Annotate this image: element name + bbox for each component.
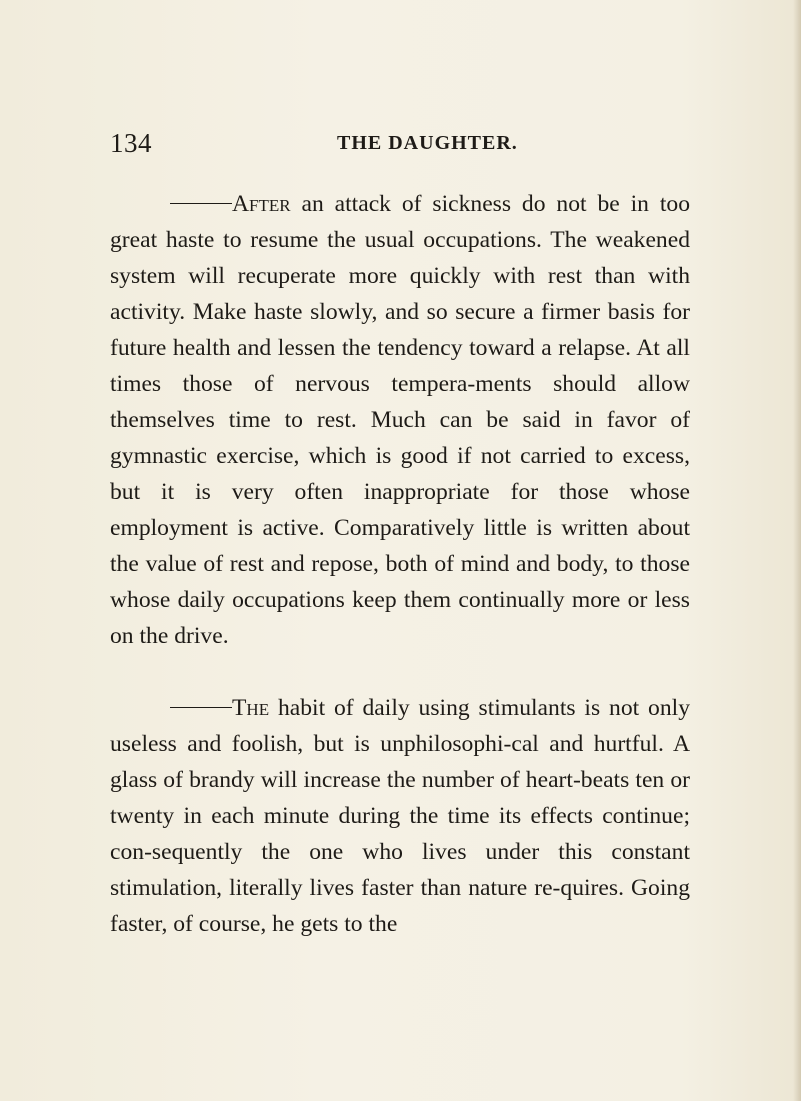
- paragraph-body: an attack of sickness do not be in too great haste to resume the usual occupations. The weakened system will recuperate more quickly with rest than with activity. Make haste slowly, and so secure a firmer basis for future health and lessen the tendency toward a relapse. At all times those of nervous tempera-ments should allow themselves time to rest. Much can be said in favor of gymnastic exercise, which is good if not carried to excess, but it is very often inappropriate for those whose employment is active. Comparatively little is written about the value of rest and repose, both of mind and body, to those whose daily occupations keep them continually more or less on the drive.: [110, 191, 690, 649]
- paragraph-lead-word: The: [232, 695, 270, 721]
- running-title: THE DAUGHTER.: [337, 132, 518, 154]
- em-dash-rule: [170, 203, 232, 205]
- em-dash-rule: [170, 707, 232, 709]
- paragraph-sickness: [110, 186, 690, 654]
- paragraph-body: habit of daily using stimulants is not only useless and foolish, but is unphilosophi-cal and hurtful. A glass of brandy will increase the number of heart-beats ten or twenty in each minute during the time its effects continue; con-sequently the one who lives under this constant stimulation, literally lives faster than nature re-quires. Going faster, of course, he gets to the: [110, 695, 690, 937]
- page-edge-shadow: [793, 0, 801, 1101]
- paragraph-stimulants: [110, 690, 690, 942]
- paragraph-lead-word: After: [232, 191, 291, 217]
- page-header: [110, 128, 690, 168]
- page-number: 134: [110, 128, 152, 158]
